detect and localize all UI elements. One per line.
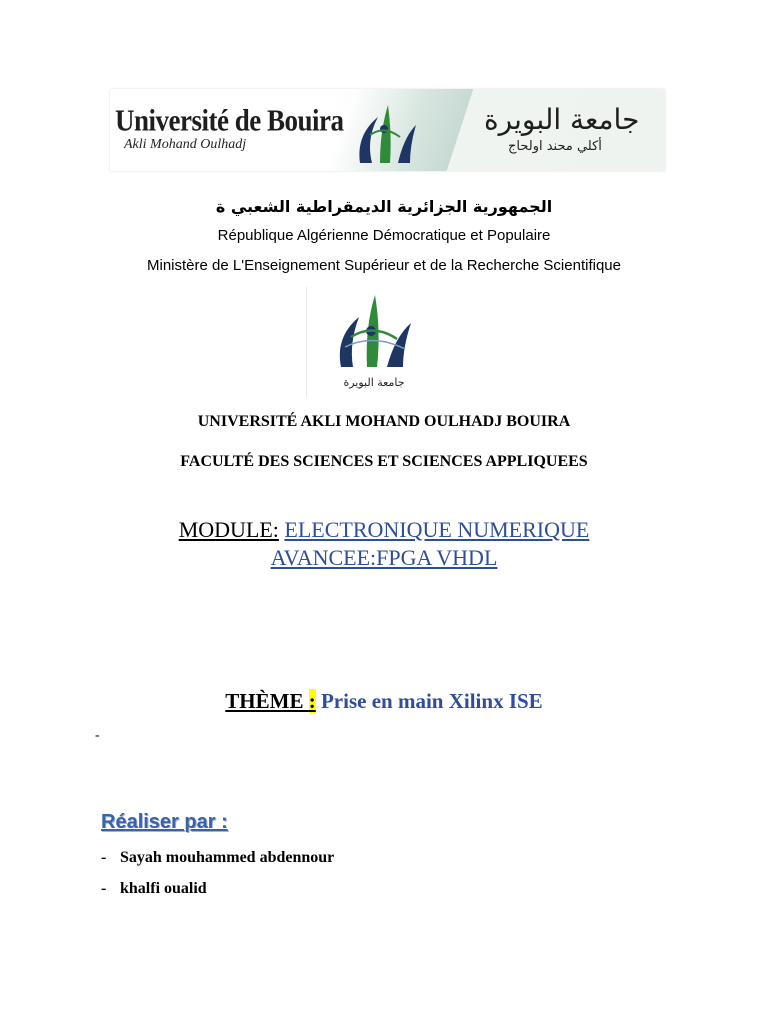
author-bullet: -: [101, 880, 107, 897]
theme-title: Prise en main Xilinx ISE: [320, 689, 543, 713]
banner-university-subtitle: Akli Mohand Oulhadj: [124, 137, 247, 152]
author-item: [101, 849, 334, 867]
banner-university-name: Université de Bouira: [115, 103, 344, 138]
theme-colon: :: [308, 689, 316, 713]
author-name: Sayah mouhammed abdennour: [120, 849, 335, 866]
ministry-line: Ministère de L'Enseignement Supérieur et de la Recherche Scientifique: [147, 257, 621, 274]
stray-mark: -: [95, 728, 100, 743]
module-title-block: [0, 516, 768, 572]
university-banner: [110, 89, 665, 171]
banner-university-arabic: جامعة البويرة: [484, 103, 640, 136]
university-logo-icon: [307, 287, 441, 377]
republic-arabic: الجمهورية الجزائرية الديمقراطية الشعبي ة: [215, 197, 553, 216]
banner-subtitle-arabic: أكلي محند اولحاج: [508, 139, 602, 154]
author-name: khalfi oualid: [120, 880, 207, 897]
module-title-line1: ELECTRONIQUE NUMERIQUE: [284, 517, 590, 542]
authors-heading: Réaliser par :: [101, 811, 228, 833]
university-emblem-icon: [350, 95, 420, 167]
module-label: MODULE:: [178, 517, 279, 542]
author-bullet: -: [101, 849, 107, 866]
author-item: [101, 880, 207, 898]
module-title-line2: AVANCEE:FPGA VHDL: [270, 545, 498, 570]
university-name: UNIVERSITÉ AKLI MOHAND OULHADJ BOUIRA: [197, 413, 571, 430]
theme-label: THÈME: [225, 689, 304, 713]
university-logo: [307, 287, 441, 397]
faculty-name: FACULTÉ DES SCIENCES ET SCIENCES APPLIQUEES: [180, 453, 588, 470]
theme-block: [0, 689, 768, 714]
republic-french: République Algérienne Démocratique et Populaire: [217, 227, 551, 244]
logo-caption-arabic: جامعة البويرة: [343, 376, 405, 389]
